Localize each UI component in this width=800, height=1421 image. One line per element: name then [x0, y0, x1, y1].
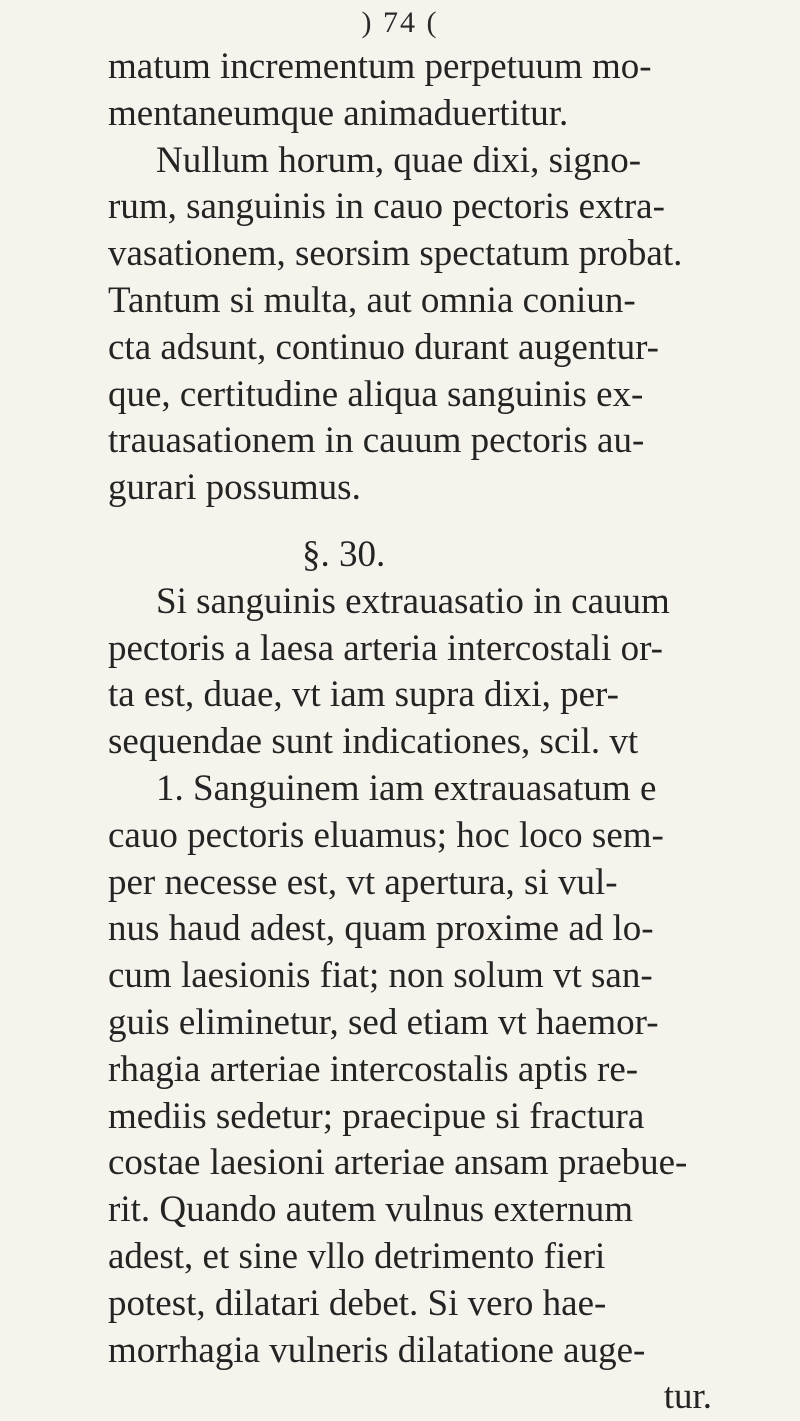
text-line: potest, dilatari debet. Si vero hae-: [108, 1282, 607, 1324]
text-line: ta est, duae, vt iam supra dixi, per-: [108, 674, 619, 716]
text-line: pectoris a laesa arteria intercostali or-: [108, 627, 663, 669]
numbered-paragraph-line: 1. Sanguinem iam extrauasatum e: [156, 767, 657, 809]
text-line: matum incrementum perpetuum mo-: [108, 46, 652, 87]
section-heading: §. 30.: [302, 533, 386, 575]
text-line: nus haud adest, quam proxime ad lo-: [108, 908, 654, 950]
text-line: guis eliminetur, sed etiam vt haemor-: [108, 1001, 659, 1043]
text-line: mediis sedetur; praecipue si fractura: [108, 1095, 645, 1137]
text-line: rit. Quando autem vulnus externum: [108, 1189, 634, 1231]
text-line: cta adsunt, continuo durant augentur-: [108, 326, 660, 368]
text-line: vasationem, seorsim spectatum probat.: [108, 233, 683, 275]
text-line: rhagia arteriae intercostalis aptis re-: [108, 1048, 639, 1090]
text-line: mentaneumque animaduertitur.: [108, 92, 569, 134]
page-body: [108, 44, 712, 1421]
text-line: trauasationem in cauum pectoris au-: [108, 420, 645, 462]
section-gap: [108, 512, 712, 532]
text-line: sequendae sunt indicationes, scil. vt: [108, 721, 639, 763]
page-number-header: ) 74 (: [361, 6, 439, 39]
text-line: morrhagia vulneris dilatatione auge-: [108, 1329, 646, 1371]
text-line: cauo pectoris eluamus; hoc loco sem-: [108, 814, 664, 856]
text-line: cum laesionis fiat; non solum vt san-: [108, 955, 653, 997]
text-line: per necesse est, vt apertura, si vul-: [108, 861, 618, 903]
text-line: rum, sanguinis in cauo pectoris extra-: [108, 186, 665, 228]
paragraph-start-line: Nullum horum, quae dixi, signo-: [156, 139, 642, 181]
text-line: que, certitudine aliqua sanguinis ex-: [108, 373, 644, 415]
text-line: Tantum si multa, aut omnia coniun-: [108, 279, 636, 321]
catchword-line: tur.: [663, 1376, 712, 1418]
paragraph-start-line: Si sanguinis extrauasatio in cauum: [156, 580, 670, 622]
text-line: gurari possumus.: [108, 467, 361, 509]
text-line: costae laesioni arteriae ansam praebue-: [108, 1142, 688, 1184]
text-line: adest, et sine vllo detrimento fieri: [108, 1235, 606, 1277]
